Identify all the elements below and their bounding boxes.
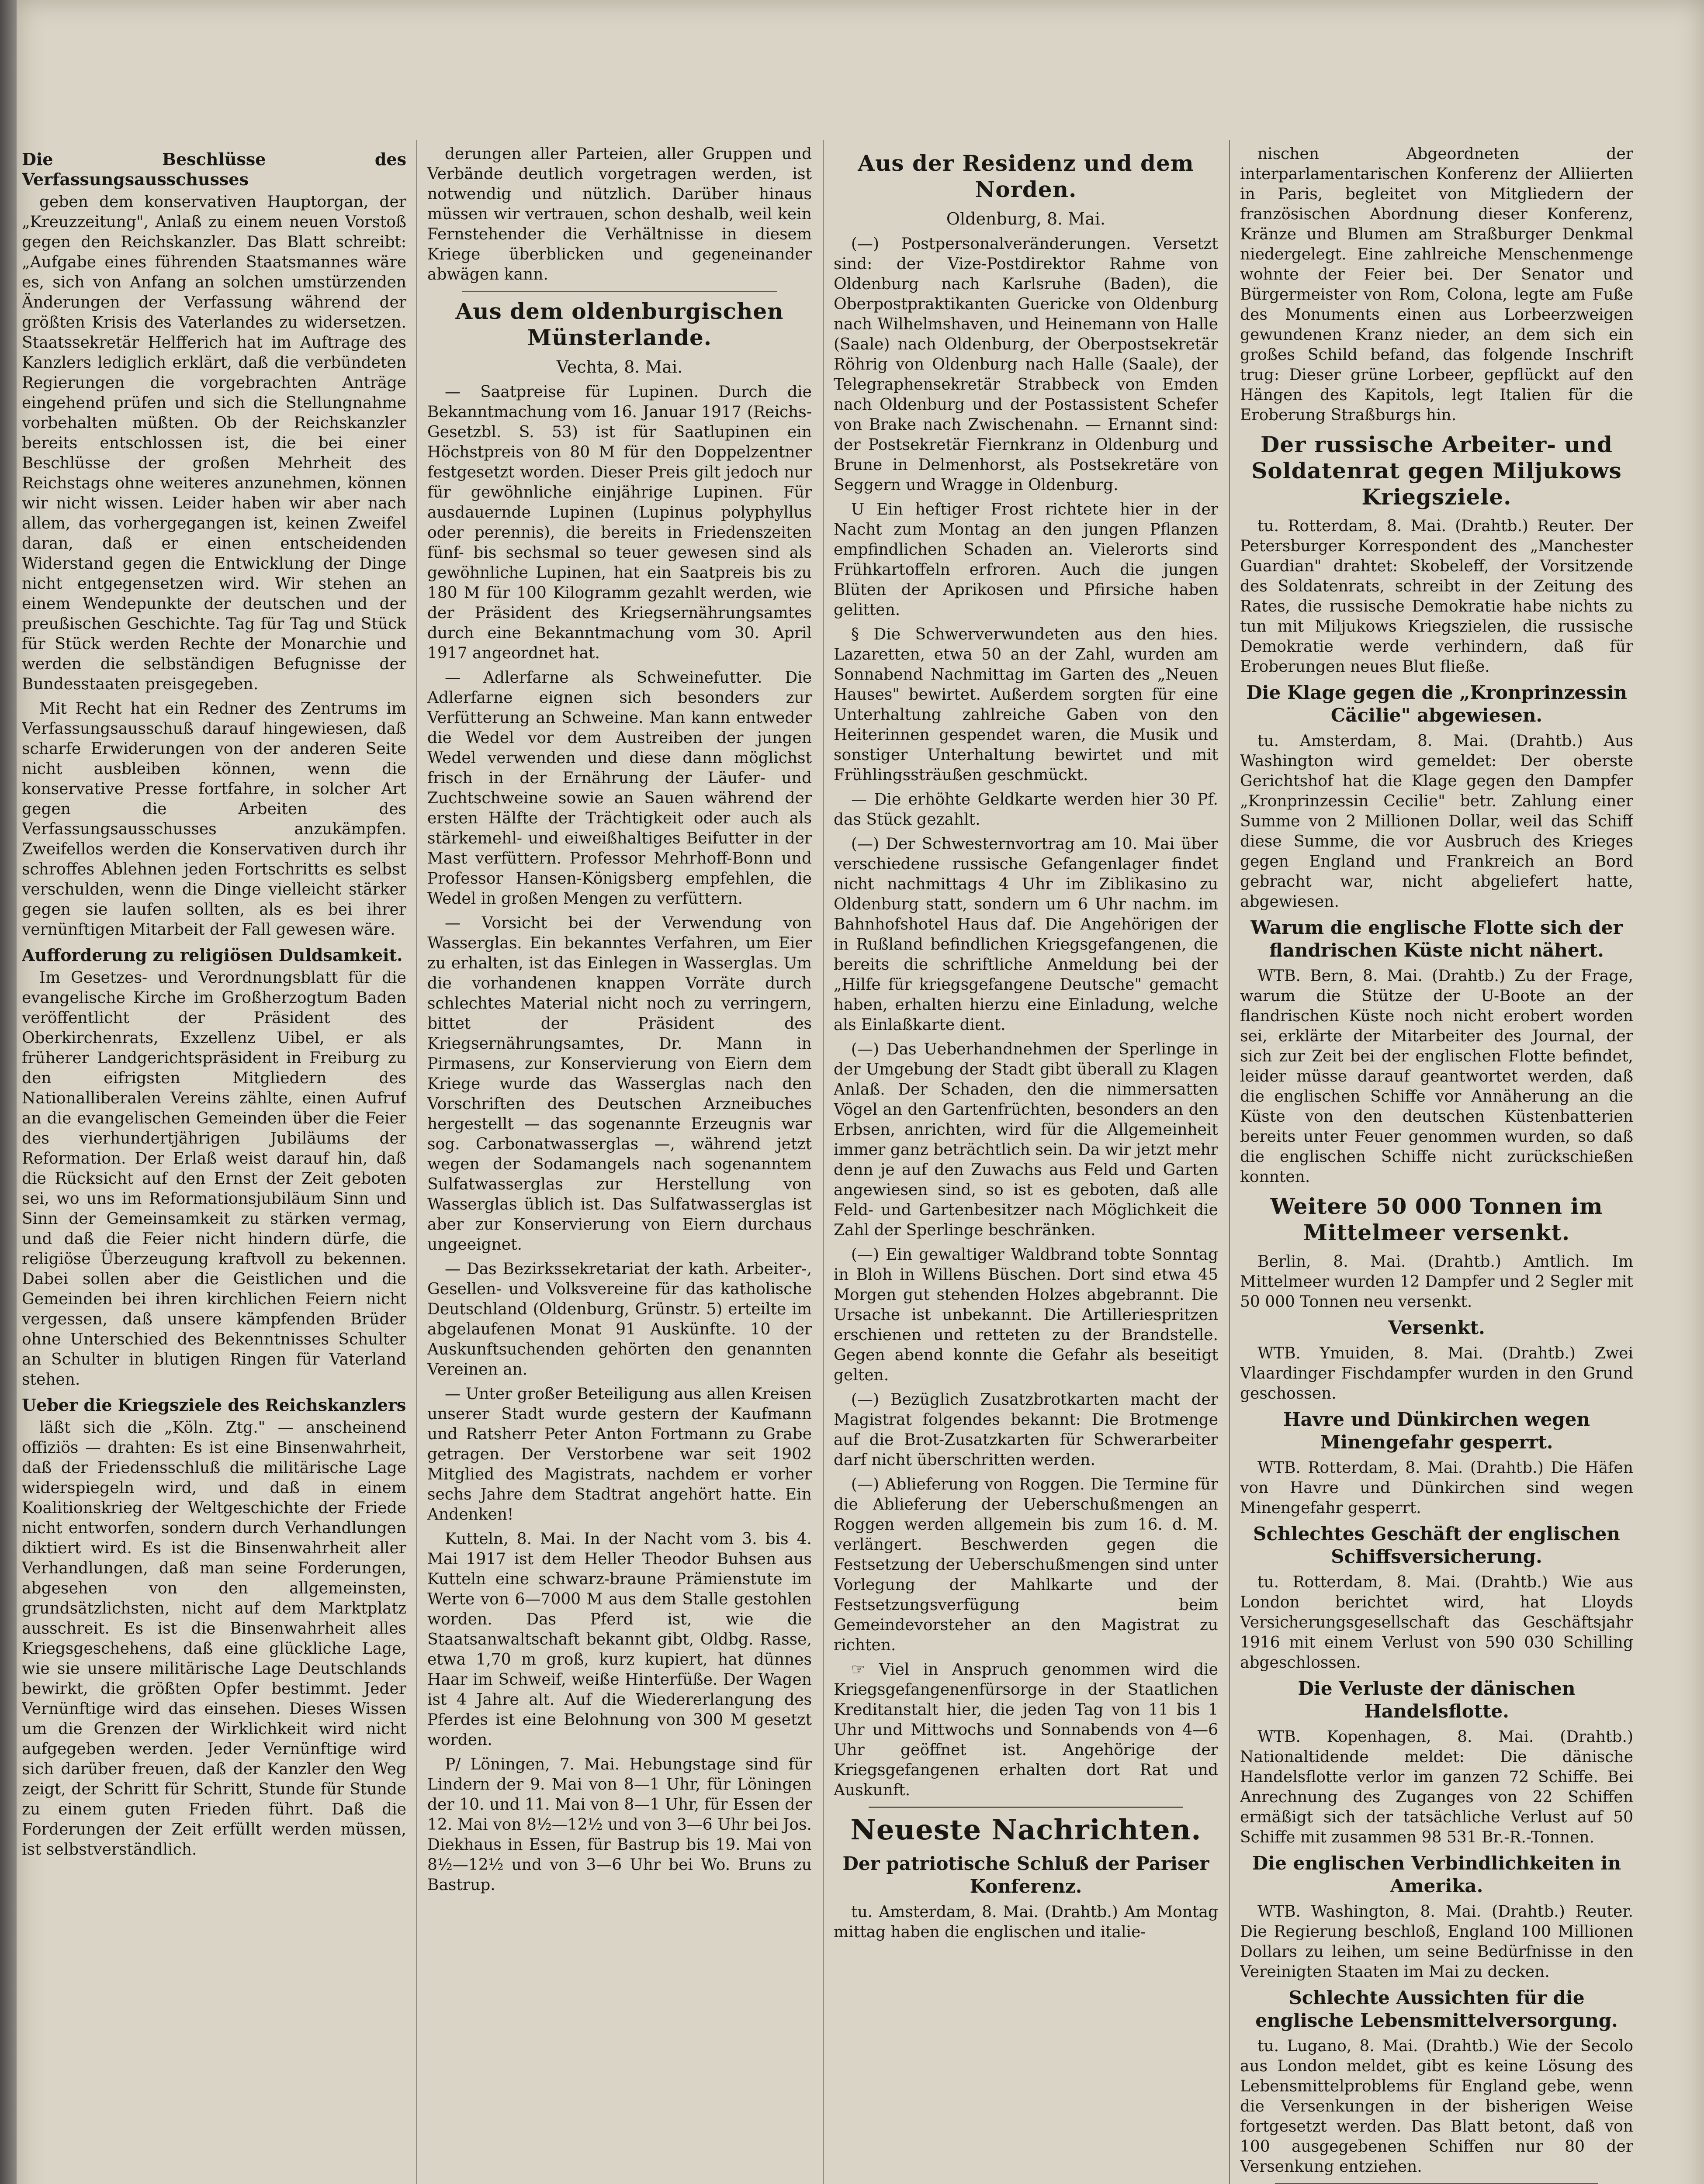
article-paragraph: P/ Löningen, 7. Mai. Hebungstage sind für Lindern der 9. Mai von 8—1 Uhr, für Löningen der 10. und 11. Mai von 8—1 Uhr, für Essen der 12. Mai von 8½—12½ und von 3—6 Uhr bei Jos. Diekhaus in Essen, für Bastrup bis 19. Mai von 8½—12½ und von 3—6 Uhr bei Wo. Bruns zu Bastrup. bbox=[427, 1755, 812, 1894]
column-4 bbox=[1240, 144, 1633, 2184]
column-2 bbox=[427, 144, 812, 2184]
article-paragraph: Kutteln, 8. Mai. In der Nacht vom 3. bis 4. Mai 1917 ist dem Heller Theodor Buhsen aus Kutteln eine schwarz-braune Prämienstute im Werte von 6—7000 M aus dem Stalle gestohlen worden. Das Pferd ist, wie die Staatsanwaltschaft bekannt gibt, Oldbg. Rasse, etwa 1,70 m groß, kurz kupiert, hat dünnes Haar im Schweif, weiße Hinterfüße. Der Wagen ist 4 Jahre alt. Auf die Wiedererlangung des Pferdes ist eine Belohnung von 300 M gesetzt worden. bbox=[427, 1530, 812, 1749]
section-title: Aus dem oldenburgischen Münsterlande. bbox=[455, 298, 784, 350]
column-3 bbox=[834, 144, 1218, 2184]
article-paragraph: nischen Abgeordneten der interparlamentarischen Konferenz der Alliierten in Paris, begleitet von Mitgliedern der französischen Abordnung dieser Konferenz, Kränze und Blumen am Straßburger Denkmal niedergelegt. Eine zahlreiche Menschenmenge wohnte der Feier bei. Der Senator und Bürgermeister von Rom, Colona, legte am Fuße des Monuments einen aus Lorbeerzweigen gewundenen Kranz nieder, an dem sich ein großes Schild befand, das folgende Inschrift trug: Dieser grüne Lorbeer, gepflückt auf den Hängen des Kapitols, legt Italien für die Eroberung Straßburgs hin. bbox=[1240, 145, 1633, 424]
article-paragraph: tu. Amsterdam, 8. Mai. (Drahtb.) Aus Washington wird gemeldet: Der oberste Gerichtshof hat die Klage gegen den Dampfer „Kronprinzessin Cecilie" betr. Zahlung einer Summe von 2 Millionen Dollar, weil das Schiff diese Summe, die vor Ausbruch des Krieges gegen England und Frankreich an Bord gebracht war, nicht abgeliefert hatte, abgewiesen. bbox=[1240, 732, 1633, 911]
article-paragraph: WTB. Washington, 8. Mai. (Drahtb.) Reuter. Die Regierung beschloß, England 100 Millionen Dollars zu leihen, um seine Bedürfnisse in den Vereinigten Staaten im Mai zu decken. bbox=[1240, 1903, 1633, 1981]
divider bbox=[462, 291, 777, 292]
divider bbox=[869, 1807, 1183, 1808]
column-1 bbox=[22, 144, 406, 2184]
article-headline: Havre und Dünkirchen wegen Minengefahr gesperrt. bbox=[1283, 1409, 1590, 1453]
article-paragraph: WTB. Bern, 8. Mai. (Drahtb.) Zu der Frage, warum die Stütze der U-Boote an der flandrischen Küste noch nicht erobert worden sei, erklärte der Mitarbeiter des Journal, der sich zur Zeit bei der englischen Flotte befindet, leider müsse darauf geantwortet werden, daß die englischen Schiffe vor Annäherung an die Küste von den deutschen Küstenbatterien bereits unter Feuer genommen wurden, so daß die englischen Schiffe nicht zurückschießen konnten. bbox=[1240, 967, 1633, 1186]
article-paragraph: derungen aller Parteien, aller Gruppen und Verbände deutlich vorgetragen werden, ist notwendig und nützlich. Darüber hinaus müssen wir vertrauen, schon deshalb, weil kein Fernstehender die Verhältnisse in diesem Kriege überblicken und gegeneinander abwägen kann. bbox=[427, 145, 812, 283]
column-rule bbox=[1229, 140, 1230, 2184]
article-paragraph: WTB. Rotterdam, 8. Mai. (Drahtb.) Die Häfen von Havre und Dünkirchen sind wegen Minengefahr gesperrt. bbox=[1240, 1459, 1633, 1517]
article-paragraph: — Die erhöhte Geldkarte werden hier 30 Pf. das Stück gezahlt. bbox=[834, 791, 1218, 829]
article-headline: Die englischen Verbindlichkeiten in Amerika. bbox=[1252, 1852, 1621, 1897]
page-gutter bbox=[0, 0, 17, 2184]
article-paragraph: WTB. Kopenhagen, 8. Mai. (Drahtb.) Nationaltidende meldet: Die dänische Handelsflotte verlor im ganzen 72 Schiffe. Bei Anrechnung des Zuganges von 22 Schiffen ermäßigt sich der tatsächliche Verlust auf 50 Schiffe mit zusammen 98 531 Br.-R.-Tonnen. bbox=[1240, 1728, 1633, 1846]
section-heading: Ueber die Kriegsziele des Reichskanzlers bbox=[22, 1395, 406, 1415]
article-paragraph: — Das Bezirkssekretariat der kath. Arbeiter-, Gesellen- und Volksvereine für das katholische Deutschland (Oldenburg, Grünstr. 5) erteilte im abgelaufenen Monat 91 Auskünfte. 10 der Auskunftsuchenden gehörten den genannten Vereinen an. bbox=[427, 1260, 812, 1379]
article-paragraph: — Saatpreise für Lupinen. Durch die Bekanntmachung vom 16. Januar 1917 (Reichs-Gesetzbl. S. 53) ist für Saatlupinen ein Höchstpreis von 80 M für den Doppelzentner festgesetzt worden. Dieser Preis gilt jedoch nur für gewöhnliche einjährige Lupinen. Für ausdauernde Lupinen (Lupinus polyphyllus oder perennis), die bereits in Friedenszeiten fünf- bis sechsmal so teuer gewesen sind als gewöhnliche Lupinen, hat ein Saatpreis bis zu 180 M für 100 Kilogramm gezahlt werden, wie der Präsident des Kriegsernährungsamtes durch eine Bekanntmachung vom 30. April 1917 angeordnet hat. bbox=[427, 383, 812, 662]
article-headline: Der russische Arbeiter- und Soldatenrat gegen Miljukows Kriegsziele. bbox=[1251, 432, 1622, 510]
article-paragraph: — Adlerfarne als Schweinefutter. Die Adlerfarne eignen sich besonders zur Verfütterung an Schweine. Man kann entweder die Wedel vor dem Austreiben der jungen Wedel verwenden und diese dann möglichst frisch in der Ernährung der Läufer- und Zuchtschweine sowie an Sauen während der ersten Hälfte der Trächtigkeit oder auch als stärkemehl- und eiweißhaltiges Beifutter in der Mast verfüttern. Professor Mehrhoff-Bonn und Professor Hansen-Königsberg empfehlen, die Wedel in großen Mengen zu verfüttern. bbox=[427, 669, 812, 908]
article-headline: Die Verluste der dänischen Handelsflotte. bbox=[1298, 1678, 1576, 1722]
article-paragraph: § Die Schwerverwundeten aus den hies. Lazaretten, etwa 50 an der Zahl, wurden am Sonnabend Nachmittag im Garten des „Neuen Hauses" bewirtet. Außerdem sorgten für eine Unterhaltung zahlreiche Gaben von den Heiterinnen gespendet waren, die Musik und sonstiger Unterhaltung bewirtet und mit Frühlingssträußen geschmückt. bbox=[834, 625, 1218, 784]
article-paragraph: geben dem konservativen Hauptorgan, der „Kreuzzeitung", Anlaß zu einem neuen Vorstoß gegen den Reichskanzler. Das Blatt schreibt: „Aufgabe eines führenden Staatsmannes wäre es, sich von Anfang an solchen umstürzenden Änderungen der Verfassung während der größten Krisis des Vaterlandes zu widersetzen. Staatssekretär Helfferich hat im Auftrage des Kanzlers lediglich erklärt, daß die verbündeten Regierungen die vorgebrachten Anträge eingehend prüfen und sich die Stellungnahme vorbehalten müßten. Ob der Reichskanzler bereits entschlossen ist, die bei einer Beschlüsse der großen Mehrheit des Reichstags ohne weiteres anzunehmen, können wir nicht wissen. Leider haben wir aber nach allem, das vorhergegangen ist, keinen Zweifel daran, daß er einen entscheidenden Widerstand gegen die Entwicklung der Dinge nicht entgegensetzen wird. Wir stehen an einem Wendepunkte der deutschen und der preußischen Geschichte. Tag für Tag und Stück für Stück werden Rechte der Monarchie und werden die selbständigen Befugnisse der Bundesstaaten preisgegeben. bbox=[22, 193, 406, 693]
section-heading: Aufforderung zu religiösen Duldsamkeit. bbox=[22, 945, 403, 965]
article-headline: Die Klage gegen die „Kronprinzessin Cäcilie" abgewiesen. bbox=[1246, 682, 1627, 726]
article-paragraph: (—) Das Ueberhandnehmen der Sperlinge in der Umgebung der Stadt gibt überall zu Klagen Anlaß. Der Schaden, den die nimmersatten Vögel an den Gartenfrüchten, besonders an den Erbsen, anrichten, wird für die Allgemeinheit immer ganz beträchtlich sein. Da wir jetzt mehr denn je auf den Zuwachs aus Feld und Garten angewiesen sind, so ist es geboten, daß alle Feld- und Gartenbesitzer nach Möglichkeit die Zahl der Sperlinge beschränken. bbox=[834, 1040, 1218, 1239]
article-paragraph: tu. Amsterdam, 8. Mai. (Drahtb.) Am Montag mittag haben die englischen und italie- bbox=[834, 1903, 1218, 1941]
article-headline: Versenkt. bbox=[1388, 1317, 1485, 1338]
article-paragraph: Mit Recht hat ein Redner des Zentrums im Verfassungsausschuß darauf hingewiesen, daß scharfe Erwiderungen von der anderen Seite nicht ausbleiben können, wenn die konservative Presse fortfahre, in solcher Art gegen die Arbeiten des Verfassungsausschusses anzukämpfen. Zweifellos werden die Konservativen durch ihr schroffes Ablehnen jeden Fortschritts es selbst verschulden, wenn die Dinge vielleicht stärker gegen sie laufen sollten, als es bei ihrer vernünftigen Mitarbeit der Fall gewesen wäre. bbox=[22, 700, 406, 939]
column-rule bbox=[416, 140, 417, 2184]
article-paragraph: (—) Der Schwesternvortrag am 10. Mai über verschiedene russische Gefangenlager findet nicht nachmittags 4 Uhr im Ziblikasino zu Oldenburg statt, sondern um 6 Uhr nachm. im Bahnhofshotel Haus daf. Die Angehörigen der in Rußland befindlichen Kriegsgefangenen, die bereits die schriftliche Anmeldung bei der „Hilfe für kriegsgefangene Deutsche" gemacht haben, erhalten hierzu eine Einladung, welche als Einlaßkarte dient. bbox=[834, 835, 1218, 1034]
section-title: Aus der Residenz und dem Norden. bbox=[858, 150, 1194, 202]
article-paragraph: WTB. Ymuiden, 8. Mai. (Drahtb.) Zwei Vlaardinger Fischdampfer wurden in den Grund geschossen. bbox=[1240, 1344, 1633, 1403]
article-paragraph: (—) Ablieferung von Roggen. Die Termine für die Ablieferung der Ueberschußmengen an Roggen werden allgemein bis zum 16. d. M. verlängert. Beschwerden gegen die Festsetzung der Ueberschußmengen sind unter Vorlegung der Mahlkarte und der Festsetzungsverfügung beim Gemeindevorsteher an den Magistrat zu richten. bbox=[834, 1476, 1218, 1654]
article-paragraph: (—) Ein gewaltiger Waldbrand tobte Sonntag in Bloh in Willens Büschen. Dort sind etwa 45 Morgen gut stehenden Holzes abgebrannt. Die Ursache ist unbekannt. Die Artilleriespritzen erschienen und retteten zu der Brandstelle. Gegen abend konnte die Gefahr als beseitigt gelten. bbox=[834, 1246, 1218, 1384]
dateline: Oldenburg, 8. Mai. bbox=[946, 209, 1106, 228]
article-paragraph: — Unter großer Beteiligung aus allen Kreisen unserer Stadt wurde gestern der Kaufmann und Ratsherr Peter Anton Fortmann zu Grabe getragen. Der Verstorbene war seit 1902 Mitglied des Magistrats, nachdem er vorher sechs Jahre dem Stadtrat angehört hatte. Ein Andenken! bbox=[427, 1385, 812, 1524]
article-paragraph: tu. Lugano, 8. Mai. (Drahtb.) Wie der Secolo aus London meldet, gibt es keine Lösung des Lebensmittelproblems für England gebe, wenn die Versenkungen in der bisherigen Weise fortgesetzt werden. Das Blatt betont, daß von 100 ausgegebenen Schiffen nur 80 der Versenkung entziehen. bbox=[1240, 2037, 1633, 2176]
article-paragraph: tu. Rotterdam, 8. Mai. (Drahtb.) Reuter. Der Petersburger Korrespondent des „Manchester Guardian" drahtet: Skobeleff, der Vorsitzende des Soldatenrats, schreibt in der Zeitung des Rates, die russische Demokratie habe nichts zu tun mit Miljukows Kriegszielen, die russische Demokratie werde verhindern, daß für Eroberungen neues Blut fließe. bbox=[1240, 517, 1633, 676]
article-paragraph: (—) Postpersonalveränderungen. Versetzt sind: der Vize-Postdirektor Rahme von Oldenburg nach Karlsruhe (Baden), die Oberpostpraktikanten Guericke von Oldenburg nach Wilhelmshaven, und Heinemann von Halle (Saale) nach Oldenburg, der Oberpostsekretär Röhrig von Oldenburg nach Halle (Saale), der Telegraphensekretär Strabbeck von Emden nach Oldenburg und der Postassistent Schefer von Brake nach Zwischenahn. — Ernannt sind: der Postsekretär Fiernkranz in Oldenburg und Brune in Delmenhorst, als Postsekretäre von Seggern und Wragge in Oldenburg. bbox=[834, 235, 1218, 494]
section-heading: Die Beschlüsse des Verfassungsausschusses bbox=[22, 149, 406, 189]
column-rule bbox=[823, 140, 824, 2184]
article-headline: Schlechtes Geschäft der englischen Schiffsversicherung. bbox=[1253, 1523, 1620, 1567]
article-headline: Warum die englische Flotte sich der flandrischen Küste nicht nähert. bbox=[1250, 917, 1623, 961]
article-paragraph: — Vorsicht bei der Verwendung von Wasserglas. Ein bekanntes Verfahren, um Eier zu erhalten, ist das Einlegen in Wasserglas. Um die vorhandenen knappen Vorräte durch schlechtes Material nicht noch zu verringern, bittet der Präsident des Kriegsernährungsamtes, Dr. Mann in Pirmasens, zur Konservierung von Eiern dem Kriege wurde das Wasserglas nach den Vorschriften des Deutschen Arzneibuches hergestellt — das sogenannte Erzeugnis war sog. Carbonatwasserglas —, während jetzt wegen der Sodamangels nach sogenanntem Sulfatwasserglas zur Herstellung von Wasserglas üblich ist. Das Sulfatwasserglas ist aber zur Konservierung von Eiern durchaus ungeeignet. bbox=[427, 914, 812, 1254]
article-paragraph: tu. Rotterdam, 8. Mai. (Drahtb.) Wie aus London berichtet wird, hat Lloyds Versicherungsgesellschaft das Geschäftsjahr 1916 mit einem Verlust von 590 030 Schilling abgeschlossen. bbox=[1240, 1573, 1633, 1672]
article-headline: Weitere 50 000 Tonnen im Mittelmeer versenkt. bbox=[1270, 1193, 1603, 1245]
dateline: Vechta, 8. Mai. bbox=[556, 357, 683, 377]
article-paragraph: ☞ Viel in Anspruch genommen wird die Kriegsgefangenenfürsorge in der Staatlichen Kreditanstalt hier, die jeden Tag von 11 bis 1 Uhr und Mittwochs und Sonnabends von 4—6 Uhr geöffnet ist. Angehörige der Kriegsgefangenen erhalten dort Rat und Auskunft. bbox=[834, 1661, 1218, 1799]
article-paragraph: U Ein heftiger Frost richtete hier in der Nacht zum Montag an den jungen Pflanzen empfindlichen Schaden an. Vielerorts sind Frühkartoffeln erfroren. Auch die jungen Blüten der Aprikosen und Pfirsiche haben gelitten. bbox=[834, 501, 1218, 619]
article-paragraph: Berlin, 8. Mai. (Drahtb.) Amtlich. Im Mittelmeer wurden 12 Dampfer und 2 Segler mit 50 000 Tonnen neu versenkt. bbox=[1240, 1253, 1633, 1311]
newspaper-page bbox=[17, 0, 1704, 2184]
article-paragraph: Im Gesetzes- und Verordnungsblatt für die evangelische Kirche im Großherzogtum Baden veröffentlicht der Präsident des Oberkirchenrats, Exzellenz Uibel, er als früherer Landgerichtspräsident in Freiburg zu den eifrigsten Mitgliedern des Nationalliberalen Vereins zählte, einen Aufruf an die evangelischen Gemeinden über die Feier des vierhundertjährigen Jubiläums der Reformation. Der Erlaß weist darauf hin, daß die Rücksicht auf den Ernst der Zeit geboten sei, wo uns im Reformationsjubiläum Sinn und Sinn der Gemeinsamkeit zu stärken vermag, und daß die Feier nicht hindern dürfe, die religiöse Überzeugung kraftvoll zu bekennen. Dabei sollen aber die Geistlichen und die Gemeinden bei ihren kirchlichen Feiern nicht vergessen, daß unsere kämpfenden Brüder ohne Unterschied des Bekenntnisses Schulter an Schulter in blutigen Ringen für Vaterland stehen. bbox=[22, 969, 406, 1389]
article-headline: Der patriotische Schluß der Pariser Konferenz. bbox=[842, 1853, 1209, 1897]
section-title: Neueste Nachrichten. bbox=[850, 1814, 1202, 1846]
article-paragraph: läßt sich die „Köln. Ztg." — anscheinend offiziös — drahten: Es ist eine Binsenwahrheit, daß der Friedensschluß die militärische Lage widerspiegeln wird, und daß in einem Koalitionskrieg der Weltgeschichte der Friede nicht entworfen, sondern durch Verhandlungen diktiert wird. Es ist die Binsenwahrheit aller Verhandlungen, daß man seine Forderungen, abgesehen von den allgemeinsten, grundsätzlichsten, nicht auf dem Marktplatz ausschreit. Es ist die Binsenwahrheit alles Kriegsgeschehens, daß eine glückliche Lage, wie sie unsere militärische Lage Deutschlands bewirkt, die größten Opfer bestimmt. Jeder Vernünftige wird das einsehen. Dieses Wissen um die Grenzen der Wirklichkeit wird nicht aufgegeben werden. Jeder Vernünftige wird sich darüber freuen, daß der Kanzler den Weg zeigt, der Schritt für Schritt, Stunde für Stunde zu einem guten Frieden führt. Daß die Forderungen der Zeit erfüllt werden müssen, ist selbstverständlich. bbox=[22, 1419, 406, 1859]
article-headline: Schlechte Aussichten für die englische Lebensmittelversorgung. bbox=[1255, 1987, 1618, 2031]
article-paragraph: (—) Bezüglich Zusatzbrotkarten macht der Magistrat folgendes bekannt: Die Brotmenge auf die Brot-Zusatzkarten für Schwerarbeiter darf nicht überschritten werden. bbox=[834, 1391, 1218, 1469]
